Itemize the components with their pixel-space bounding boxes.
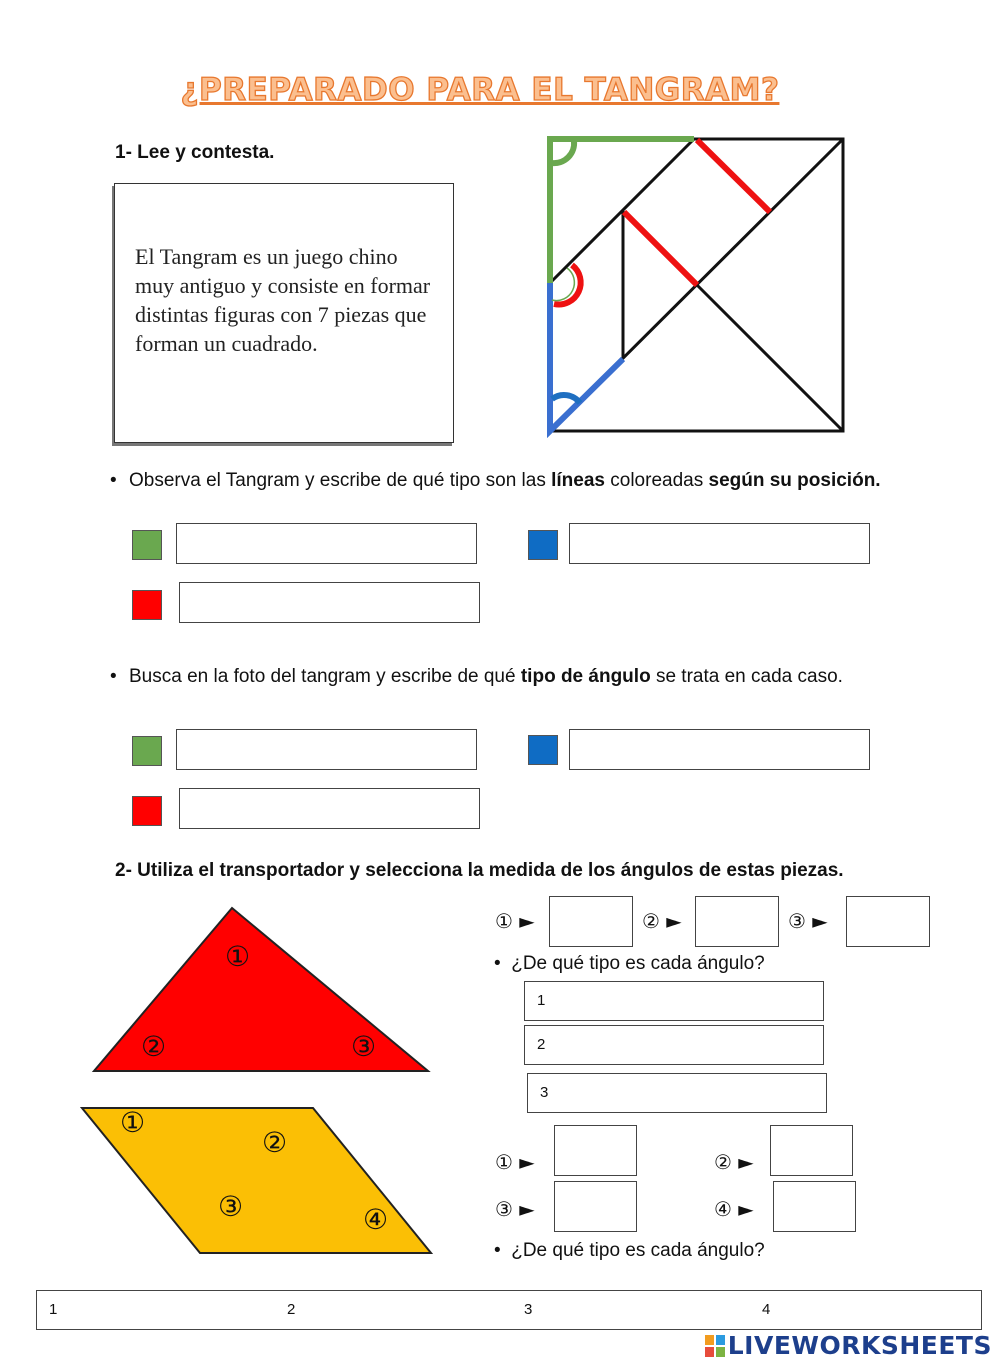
parallelogram-angle-label: ① xyxy=(120,1106,146,1139)
question-angles-bold: tipo de ángulo xyxy=(520,666,651,687)
angle-type-question: • ¿De qué tipo es cada ángulo? xyxy=(494,1240,765,1261)
liveworksheets-logo[interactable] xyxy=(705,1331,992,1360)
question-angles-text: Busca en la foto del tangram y escribe de qué xyxy=(129,666,521,687)
parallelogram-angle-label: ③ xyxy=(218,1190,244,1223)
parallelogram-angle-label: ④ xyxy=(363,1203,389,1236)
angle-type-question-text: ¿De qué tipo es cada ángulo? xyxy=(511,953,765,974)
section-2-heading: 2- Utiliza el transportador y selecciona la medida de los ángulos de estas piezas. xyxy=(115,860,844,881)
parallelogram-measure-mark: ① ► xyxy=(495,1150,535,1174)
red-angle-answer[interactable] xyxy=(179,788,480,829)
logo-icon xyxy=(705,1334,725,1356)
reading-text-box xyxy=(114,183,454,443)
angle-type-question: • ¿De qué tipo es cada ángulo? xyxy=(494,953,765,974)
blue-angle-answer[interactable] xyxy=(569,729,870,770)
answer-number: 1 xyxy=(537,992,546,1009)
triangle-measure-mark: ① ► xyxy=(495,909,535,933)
tangram-inner-line xyxy=(697,285,843,431)
page-title: ¿PREPARADO PARA EL TANGRAM? xyxy=(180,72,780,108)
green-angle-mark xyxy=(552,141,574,163)
answer-number: 1 xyxy=(49,1301,58,1318)
parallelogram-measure-mark: ④ ► xyxy=(714,1197,754,1221)
answer-number: 2 xyxy=(537,1036,546,1053)
triangle-measure-mark: ③ ► xyxy=(788,909,828,933)
parallelogram-angle-3-measure[interactable] xyxy=(554,1181,637,1232)
question-lines-text: Observa el Tangram y escribe de qué tipo son las xyxy=(129,470,552,491)
question-lines-bold: según su posición. xyxy=(708,470,881,491)
question-lines: • Observa el Tangram y escribe de qué tipo son las líneas coloreadas según su posición. xyxy=(110,470,881,491)
red-line xyxy=(697,140,770,212)
red-swatch xyxy=(132,590,162,620)
answer-number: 4 xyxy=(762,1301,771,1318)
triangle-angle-1-measure[interactable] xyxy=(549,896,633,947)
angle-type-question-text: ¿De qué tipo es cada ángulo? xyxy=(511,1240,765,1261)
question-angles: • Busca en la foto del tangram y escribe de qué tipo de ángulo se trata en cada caso. xyxy=(110,666,843,687)
triangle-angle-label: ② xyxy=(141,1030,167,1063)
parallelogram-type-answers[interactable] xyxy=(36,1290,982,1330)
parallelogram-angle-1-measure[interactable] xyxy=(554,1125,637,1176)
blue-swatch xyxy=(528,530,558,560)
red-line xyxy=(624,212,697,285)
logo-text: LIVEWORKSHEETS xyxy=(727,1331,992,1360)
question-lines-text: coloreadas xyxy=(604,470,709,491)
parallelogram-angle-2-measure[interactable] xyxy=(770,1125,853,1176)
blue-swatch xyxy=(528,735,558,765)
section-1-heading: 1- Lee y contesta. xyxy=(115,142,275,163)
parallelogram-measure-mark: ② ► xyxy=(714,1150,754,1174)
triangle-type-answer-1[interactable] xyxy=(524,981,824,1021)
triangle-angle-label: ① xyxy=(225,940,251,973)
green-swatch xyxy=(132,736,162,766)
triangle-angle-3-measure[interactable] xyxy=(846,896,930,947)
blue-lines-answer[interactable] xyxy=(569,523,870,564)
blue-angle-mark xyxy=(552,395,580,403)
tangram-figure xyxy=(540,128,852,438)
triangle-type-answer-2[interactable] xyxy=(524,1025,824,1065)
red-angle-outline xyxy=(552,268,574,301)
green-lines-answer[interactable] xyxy=(176,523,477,564)
green-angle-answer[interactable] xyxy=(176,729,477,770)
question-lines-bold: líneas xyxy=(551,470,605,491)
answer-number: 2 xyxy=(287,1301,296,1318)
triangle-angle-2-measure[interactable] xyxy=(695,896,779,947)
reading-text: El Tangram es un juego chino muy antiguo y consiste en formar distintas figuras con 7 piezas que forman un cuadrado. xyxy=(135,244,431,356)
red-angle-mark xyxy=(554,265,581,305)
parallelogram-measure-mark: ③ ► xyxy=(495,1197,535,1221)
question-angles-text: se trata en cada caso. xyxy=(650,666,843,687)
triangle-angle-label: ③ xyxy=(351,1030,377,1063)
triangle-measure-mark: ② ► xyxy=(642,909,682,933)
answer-number: 3 xyxy=(524,1301,533,1318)
answer-number: 3 xyxy=(540,1084,549,1101)
triangle-type-answer-3[interactable] xyxy=(527,1073,827,1113)
red-lines-answer[interactable] xyxy=(179,582,480,623)
parallelogram-angle-4-measure[interactable] xyxy=(773,1181,856,1232)
parallelogram-angle-label: ② xyxy=(262,1126,288,1159)
green-swatch xyxy=(132,530,162,560)
red-swatch xyxy=(132,796,162,826)
